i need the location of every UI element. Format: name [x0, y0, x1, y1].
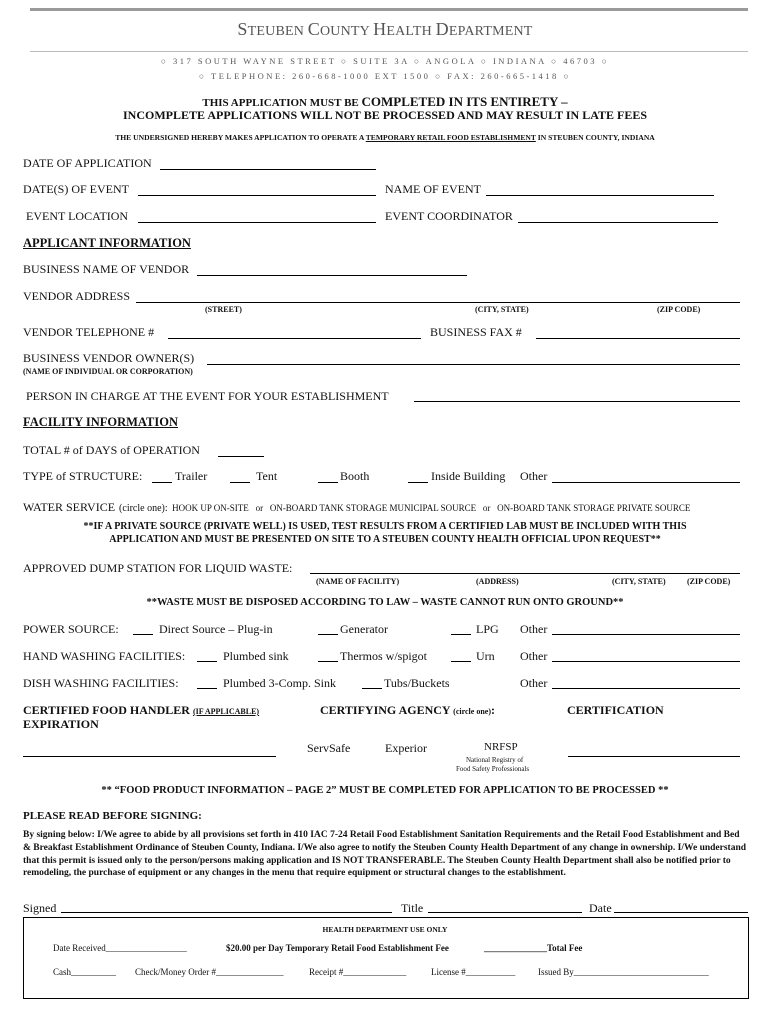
structure-other-field[interactable] [552, 482, 740, 483]
urn-option: Urn [476, 649, 495, 663]
signing-agreement-text: By signing below: I/We agree to abide by all provisions set forth in 410 IAC 7-24 Retail Food Establishment Sanitation Requirements and the Retail Food Establishment and Bed & Breakfast Establishment Ordinance of Steuben County, Indiana. I/We also agree to notify the Steuben County Health Department of any change in ownership. I/We understand that this permit is issued only to the person/persons making application and IS NOT TRANSFERABLE. The Steuben County Health Department shall also be notified prior to remodeling, the purchase of equipment or any changes in the menu that require equipment or structural changes to the establishment. [23, 830, 747, 879]
power-other-field[interactable] [552, 634, 740, 635]
date-of-application-field[interactable] [160, 169, 376, 170]
owner-label: BUSINESS VENDOR OWNER(S) [23, 351, 195, 365]
certification-label: CERTIFICATION [567, 703, 664, 717]
thermos-check[interactable] [318, 661, 338, 662]
plumbed-sink-option: Plumbed sink [223, 649, 289, 663]
tubs-option: Tubs/Buckets [384, 676, 450, 690]
date-field[interactable] [614, 912, 748, 913]
business-name-label: BUSINESS NAME OF VENDOR [23, 262, 190, 276]
water-hookup-option[interactable]: HOOK UP ON-SITE [172, 503, 249, 513]
dish-other-field[interactable] [552, 688, 740, 689]
person-in-charge-label: PERSON IN CHARGE AT THE EVENT FOR YOUR ESTABLISHMENT [26, 389, 389, 403]
business-fax-label: BUSINESS FAX # [430, 325, 522, 339]
hand-other-label: Other [520, 649, 548, 663]
nrfsp-option[interactable]: NRFSP [484, 741, 518, 753]
food-handler-field[interactable] [23, 756, 276, 757]
hand-other-field[interactable] [552, 661, 740, 662]
contact-line: ○ TELEPHONE: 260-668-1000 EXT 1500 ○ FAX: 260-665-1418 ○ [198, 71, 572, 81]
business-name-field[interactable] [197, 275, 467, 276]
header-rule [30, 51, 748, 52]
dates-of-event-label: DATE(S) OF EVENT [23, 182, 129, 196]
signing-heading: PLEASE READ BEFORE SIGNING: [23, 810, 202, 822]
event-coordinator-field[interactable] [518, 222, 718, 223]
plumbed-sink-check[interactable] [197, 661, 217, 662]
department-title: STEUBEN COUNTY HEALTH DEPARTMENT [237, 19, 533, 39]
total-days-field[interactable] [218, 456, 264, 457]
issued-by-field[interactable]: Issued By______________________________ [538, 967, 709, 977]
name-of-event-label: NAME OF EVENT [385, 182, 481, 196]
person-in-charge-field[interactable] [414, 401, 740, 402]
total-days-label: TOTAL # of DAYS of OPERATION [23, 443, 200, 457]
receipt-field[interactable]: Receipt #______________ [309, 967, 407, 977]
nrfsp-fullname-1: National Registry of [466, 756, 524, 764]
structure-label: TYPE of STRUCTURE: [23, 469, 143, 483]
power-source-label: POWER SOURCE: [23, 622, 119, 636]
dump-station-field[interactable] [310, 573, 740, 574]
address-line: ○ 317 SOUTH WAYNE STREET ○ SUITE 3A ○ ANGOLA ○ INDIANA ○ 46703 ○ [160, 56, 610, 66]
city-state-hint: (CITY, STATE) [475, 305, 529, 314]
date-of-application-label: DATE OF APPLICATION [23, 156, 152, 170]
facility-city-hint: (CITY, STATE) [612, 577, 666, 586]
cash-field[interactable]: Cash__________ [53, 967, 116, 977]
owner-field[interactable] [207, 364, 740, 365]
water-private-option[interactable]: ON-BOARD TANK STORAGE PRIVATE SOURCE [497, 503, 691, 513]
vendor-address-field[interactable] [136, 302, 740, 303]
completion-notice: THIS APPLICATION MUST BE COMPLETED IN ITS ENTIRETY – [202, 94, 568, 109]
private-source-note-1: **IF A PRIVATE SOURCE (PRIVATE WELL) IS USED, TEST RESULTS FROM A CERTIFIED LAB MUST BE INCLUDED WITH THIS [83, 521, 687, 532]
event-location-label: EVENT LOCATION [26, 209, 129, 223]
lpg-check[interactable] [451, 634, 471, 635]
facility-heading: FACILITY INFORMATION [23, 415, 178, 429]
trailer-option: Trailer [175, 469, 208, 483]
name-of-event-field[interactable] [486, 195, 714, 196]
date-label: Date [589, 901, 612, 915]
facility-address-hint: (ADDRESS) [476, 577, 519, 586]
facility-name-hint: (NAME OF FACILITY) [316, 577, 400, 586]
trailer-check[interactable] [152, 482, 172, 483]
hand-washing-label: HAND WASHING FACILITIES: [23, 649, 186, 663]
food-handler-label: CERTIFIED FOOD HANDLER (IF APPLICABLE) [23, 703, 260, 717]
owner-hint: (NAME OF INDIVIDUAL OR CORPORATION) [23, 367, 193, 376]
direct-source-option: Direct Source – Plug-in [159, 622, 273, 636]
water-service-row: WATER SERVICE (circle one): HOOK UP ON-SITE or ON-BOARD TANK STORAGE MUNICIPAL SOURCE or ON-BOARD TANK STORAGE PRIVATE SOURCE [23, 500, 691, 514]
facility-zip-hint: (ZIP CODE) [687, 577, 731, 586]
power-other-label: Other [520, 622, 548, 636]
street-hint: (STREET) [205, 305, 242, 314]
tubs-check[interactable] [362, 688, 382, 689]
direct-source-check[interactable] [133, 634, 153, 635]
date-received-field[interactable]: Date Received__________________ [53, 943, 187, 953]
dish-washing-label: DISH WASHING FACILITIES: [23, 676, 179, 690]
business-fax-field[interactable] [536, 338, 740, 339]
generator-option: Generator [340, 622, 388, 636]
license-field[interactable]: License #___________ [431, 967, 516, 977]
title-label: Title [401, 901, 424, 915]
total-fee-field[interactable]: ______________Total Fee [484, 943, 583, 953]
private-source-note-2: APPLICATION AND MUST BE PRESENTED ON SITE TO A STEUBEN COUNTY HEALTH OFFICIAL UPON REQUEST** [109, 534, 661, 545]
dates-of-event-field[interactable] [138, 195, 376, 196]
generator-check[interactable] [318, 634, 338, 635]
fee-label: $20.00 per Day Temporary Retail Food Establishment Fee [226, 943, 449, 953]
signature-field[interactable] [61, 912, 392, 913]
inside-building-check[interactable] [408, 482, 428, 483]
waste-note: **WASTE MUST BE DISPOSED ACCORDING TO LAW – WASTE CANNOT RUN ONTO GROUND** [146, 597, 624, 608]
structure-other-label: Other [520, 469, 548, 483]
tent-option: Tent [256, 469, 278, 483]
booth-check[interactable] [318, 482, 338, 483]
experior-option[interactable]: Experior [385, 741, 427, 755]
vendor-telephone-field[interactable] [168, 338, 421, 339]
title-field[interactable] [428, 912, 582, 913]
thermos-option: Thermos w/spigot [340, 649, 427, 663]
nrfsp-fullname-2: Food Safety Professionals [456, 765, 530, 773]
zip-hint: (ZIP CODE) [657, 305, 701, 314]
vendor-telephone-label: VENDOR TELEPHONE # [23, 325, 155, 339]
applicant-heading: APPLICANT INFORMATION [23, 236, 191, 250]
dish-other-label: Other [520, 676, 548, 690]
three-comp-sink-check[interactable] [197, 688, 217, 689]
lpg-option: LPG [476, 622, 499, 636]
inside-building-option: Inside Building [431, 469, 506, 483]
page2-note: ** “FOOD PRODUCT INFORMATION – PAGE 2” MUST BE COMPLETED FOR APPLICATION TO BE PROCESSED ** [101, 785, 669, 796]
vendor-address-label: VENDOR ADDRESS [23, 289, 131, 303]
dump-station-label: APPROVED DUMP STATION FOR LIQUID WASTE: [23, 561, 293, 575]
certification-field[interactable] [568, 756, 740, 757]
servsafe-option[interactable]: ServSafe [307, 741, 351, 755]
top-rule [30, 8, 748, 11]
event-coordinator-label: EVENT COORDINATOR [385, 209, 513, 223]
check-field[interactable]: Check/Money Order #_______________ [135, 967, 284, 977]
water-municipal-option[interactable]: ON-BOARD TANK STORAGE MUNICIPAL SOURCE [269, 503, 477, 513]
three-comp-sink-option: Plumbed 3-Comp. Sink [223, 676, 337, 690]
application-statement: THE UNDERSIGNED HEREBY MAKES APPLICATION TO OPERATE A TEMPORARY RETAIL FOOD ESTABLISHMENT IN STEUBEN COUNTY, INDIANA [115, 133, 655, 142]
expiration-label: EXPIRATION [23, 717, 99, 731]
office-use-heading: HEALTH DEPARTMENT USE ONLY [322, 925, 448, 934]
tent-check[interactable] [230, 482, 250, 483]
late-fee-notice: INCOMPLETE APPLICATIONS WILL NOT BE PROCESSED AND MAY RESULT IN LATE FEES [122, 108, 648, 122]
urn-check[interactable] [451, 661, 471, 662]
event-location-field[interactable] [138, 222, 376, 223]
signed-label: Signed [23, 901, 57, 915]
certifying-agency-label: CERTIFYING AGENCY (circle one): [320, 703, 495, 717]
booth-option: Booth [340, 469, 370, 483]
